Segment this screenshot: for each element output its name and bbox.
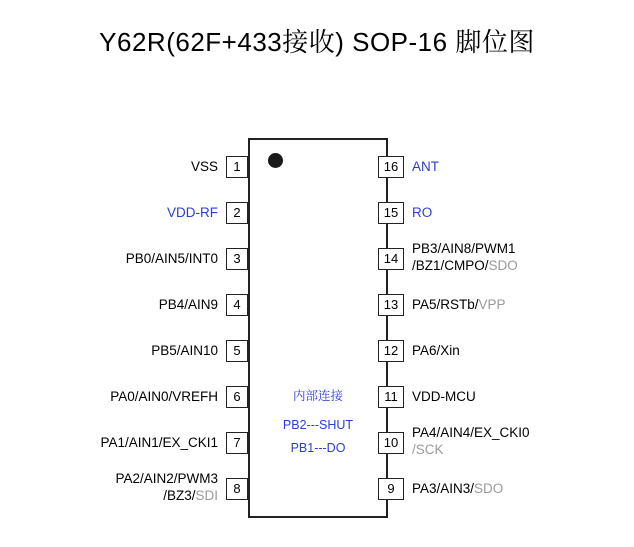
internal-connection-line-1: PB2---SHUT [282,418,354,432]
pin-box-6[interactable]: 6 [226,386,248,408]
pin-label-15: RO [412,205,433,220]
internal-connection-note [250,385,386,460]
chip-body [248,138,388,518]
pin-label-14-dim: SDO [488,258,518,273]
internal-connection-title: 内部连接 [292,389,343,403]
pin-box-1[interactable]: 1 [226,156,248,178]
pin-box-15[interactable]: 15 [378,202,404,224]
pin-label-14 [412,240,518,274]
pin-label-10 [412,424,530,458]
pin-box-5[interactable]: 5 [226,340,248,362]
pin-box-9[interactable]: 9 [378,478,404,500]
pin-label-11: VDD-MCU [412,389,476,404]
pin-box-2[interactable]: 2 [226,202,248,224]
pin-label-7: PA1/AIN1/EX_CKI1 [100,435,218,450]
pin-label-13 [412,296,506,313]
pin-label-8-line2: /BZ3/ [163,488,196,503]
pin1-marker-dot [268,153,283,168]
page-title: Y62R(62F+433接收) SOP-16 脚位图 [99,27,535,57]
pin-label-8-dim: SDI [195,488,218,503]
pin-label-12: PA6/Xin [412,343,460,358]
pin-box-10[interactable]: 10 [378,432,404,454]
pin-box-4[interactable]: 4 [226,294,248,316]
pin-label-13-dim: VPP [478,297,506,312]
pin-box-13[interactable]: 13 [378,294,404,316]
pin-box-16[interactable]: 16 [378,156,404,178]
pin-label-1: VSS [190,159,218,174]
pin-box-8[interactable]: 8 [226,478,248,500]
pin-label-5: PB5/AIN10 [151,343,218,358]
pin-label-14-line1: PB3/AIN8/PWM1 [412,241,516,256]
pin-label-8-line1: PA2/AIN2/PWM3 [115,471,218,486]
pin-box-11[interactable]: 11 [378,386,404,408]
pin-label-8 [16,470,218,504]
pin-label-3: PB0/AIN5/INT0 [125,251,218,266]
pin-label-9-main: PA3/AIN3/ [412,481,475,496]
pin-box-7[interactable]: 7 [226,432,248,454]
pin-box-3[interactable]: 3 [226,248,248,270]
internal-connection-line-2: PB1---DO [290,441,346,455]
pin-label-14-line2: /BZ1/CMPO/ [412,258,489,273]
pin-label-4: PB4/AIN9 [158,297,218,312]
pin-box-14[interactable]: 14 [378,248,404,270]
pin-label-13-main: PA5/RSTb/ [412,297,479,312]
pin-label-6: PA0/AIN0/VREFH [110,389,218,404]
pin-label-10-line1: PA4/AIN4/EX_CKI0 [412,425,530,440]
pinout-diagram [0,120,634,520]
pin-box-12[interactable]: 12 [378,340,404,362]
pin-label-10-line2: /SCK [412,442,444,457]
pin-label-9-dim: SDO [474,481,504,496]
pin-label-9 [412,480,503,497]
pin-label-2: VDD-RF [167,205,218,220]
pin-label-16: ANT [412,159,439,174]
